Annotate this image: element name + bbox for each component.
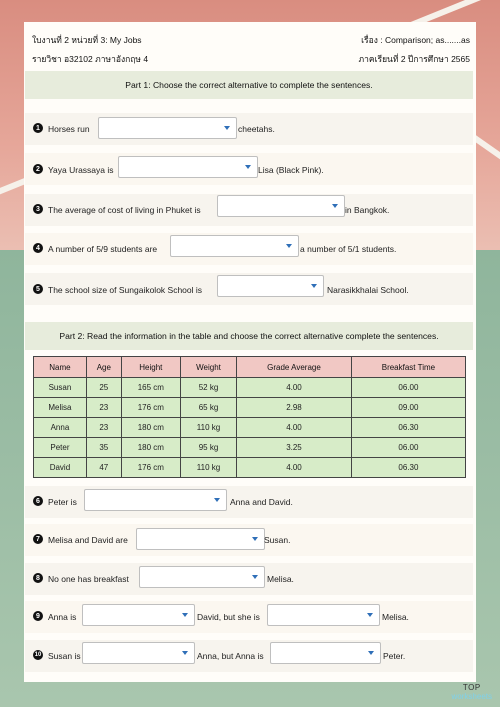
- question-text: Melisa.: [382, 612, 409, 622]
- table-cell: 23: [86, 418, 121, 438]
- table-cell: 06.00: [351, 378, 465, 398]
- chevron-down-icon: [214, 498, 220, 502]
- chevron-down-icon: [252, 537, 258, 541]
- question-text: Anna is: [48, 612, 77, 622]
- table-cell: 4.00: [237, 418, 352, 438]
- info-table: [33, 356, 466, 478]
- table-row: [34, 398, 466, 418]
- question-number: 9: [33, 611, 43, 621]
- column-header: Name: [34, 357, 87, 378]
- table-cell: Anna: [34, 418, 87, 438]
- chevron-down-icon: [286, 244, 292, 248]
- question-text: Yaya Urassaya is: [48, 165, 114, 175]
- logo-line2: worksheets: [451, 692, 492, 701]
- table-cell: 180 cm: [121, 438, 180, 458]
- answer-dropdown[interactable]: [84, 489, 227, 511]
- question-text: Horses run: [48, 124, 90, 134]
- chevron-down-icon: [367, 613, 373, 617]
- chevron-down-icon: [182, 651, 188, 655]
- question-text: Lisa (Black Pink).: [258, 165, 324, 175]
- site-logo[interactable]: [452, 683, 492, 701]
- question-text: No one has breakfast: [48, 574, 129, 584]
- table-header-row: [34, 357, 466, 378]
- table-cell: 4.00: [237, 458, 352, 478]
- chevron-down-icon: [368, 651, 374, 655]
- column-header: Grade Average: [237, 357, 352, 378]
- table-cell: 165 cm: [121, 378, 180, 398]
- question-text: Anna and David.: [230, 497, 293, 507]
- question-number: 2: [33, 164, 43, 174]
- question-text: Narasikkhalai School.: [327, 285, 409, 295]
- question-number: 1: [33, 123, 43, 133]
- chevron-down-icon: [332, 204, 338, 208]
- table-cell: 65 kg: [180, 398, 236, 418]
- answer-dropdown[interactable]: [136, 528, 265, 550]
- column-header: Breakfast Time: [351, 357, 465, 378]
- part2-title: Part 2: Read the information in the table and choose the correct alternative complete the sentences.: [25, 322, 473, 350]
- table-cell: Susan: [34, 378, 87, 398]
- answer-dropdown[interactable]: [82, 642, 195, 664]
- question-text: The average of cost of living in Phuket is: [48, 205, 201, 215]
- table-cell: 110 kg: [180, 418, 236, 438]
- table-cell: David: [34, 458, 87, 478]
- column-header: Age: [86, 357, 121, 378]
- answer-dropdown[interactable]: [170, 235, 299, 257]
- topic-label: เรื่อง : Comparison; as.......as: [361, 35, 470, 45]
- part1-title: Part 1: Choose the correct alternative to complete the sentences.: [25, 71, 473, 99]
- table-cell: 110 kg: [180, 458, 236, 478]
- chevron-down-icon: [311, 284, 317, 288]
- answer-dropdown[interactable]: [270, 642, 381, 664]
- answer-dropdown[interactable]: [98, 117, 237, 139]
- table-cell: 06.30: [351, 458, 465, 478]
- table-cell: 25: [86, 378, 121, 398]
- question-number: 7: [33, 534, 43, 544]
- question-text: Susan.: [264, 535, 291, 545]
- table-cell: 06.30: [351, 418, 465, 438]
- question-number: 4: [33, 243, 43, 253]
- question-number: 10: [34, 652, 42, 658]
- question-number: 5: [33, 284, 43, 294]
- question-number: 8: [33, 573, 43, 583]
- table-cell: 52 kg: [180, 378, 236, 398]
- question-number: 6: [33, 496, 43, 506]
- answer-dropdown[interactable]: [82, 604, 195, 626]
- table-row: [34, 378, 466, 398]
- question-text: a number of 5/1 students.: [300, 244, 397, 254]
- semester-label: ภาคเรียนที่ 2 ปีการศึกษา 2565: [358, 54, 470, 64]
- answer-dropdown[interactable]: [217, 195, 345, 217]
- table-row: [34, 438, 466, 458]
- question-text: Anna, but Anna is: [197, 651, 264, 661]
- course-code: รายวิชา อ32102 ภาษาอังกฤษ 4: [32, 54, 149, 64]
- table-cell: 35: [86, 438, 121, 458]
- chevron-down-icon: [224, 126, 230, 130]
- table-cell: 176 cm: [121, 458, 180, 478]
- question-text: in Bangkok.: [345, 205, 390, 215]
- question-text: Melisa and David are: [48, 535, 128, 545]
- question-text: Susan is: [48, 651, 81, 661]
- question-text: A number of 5/9 students are: [48, 244, 158, 254]
- table-cell: 09.00: [351, 398, 465, 418]
- table-cell: 176 cm: [121, 398, 180, 418]
- answer-dropdown[interactable]: [118, 156, 258, 178]
- table-cell: 2.98: [237, 398, 352, 418]
- worksheet-title: ใบงานที่ 2 หน่วยที่ 3: My Jobs: [32, 35, 142, 45]
- table-row: [34, 418, 466, 438]
- question-number: 3: [33, 204, 43, 214]
- table-cell: Melisa: [34, 398, 87, 418]
- question-text: The school size of Sungaikolok School is: [48, 285, 203, 295]
- table-cell: 95 kg: [180, 438, 236, 458]
- column-header: Height: [121, 357, 180, 378]
- logo-line1: TOP: [462, 683, 481, 692]
- question-text: Peter.: [383, 651, 406, 661]
- answer-dropdown[interactable]: [217, 275, 324, 297]
- question-text: Peter is: [48, 497, 77, 507]
- table-cell: 23: [86, 398, 121, 418]
- table-cell: 47: [86, 458, 121, 478]
- table-cell: 06.00: [351, 438, 465, 458]
- table-cell: Peter: [34, 438, 87, 458]
- chevron-down-icon: [252, 575, 258, 579]
- question-text: Melisa.: [267, 574, 294, 584]
- question-text: David, but she is: [197, 612, 260, 622]
- answer-dropdown[interactable]: [139, 566, 265, 588]
- table-cell: 4.00: [237, 378, 352, 398]
- question-text: cheetahs.: [238, 124, 275, 134]
- table-cell: 3.25: [237, 438, 352, 458]
- table-cell: 180 cm: [121, 418, 180, 438]
- chevron-down-icon: [245, 165, 251, 169]
- answer-dropdown[interactable]: [267, 604, 380, 626]
- chevron-down-icon: [182, 613, 188, 617]
- column-header: Weight: [180, 357, 236, 378]
- table-row: [34, 458, 466, 478]
